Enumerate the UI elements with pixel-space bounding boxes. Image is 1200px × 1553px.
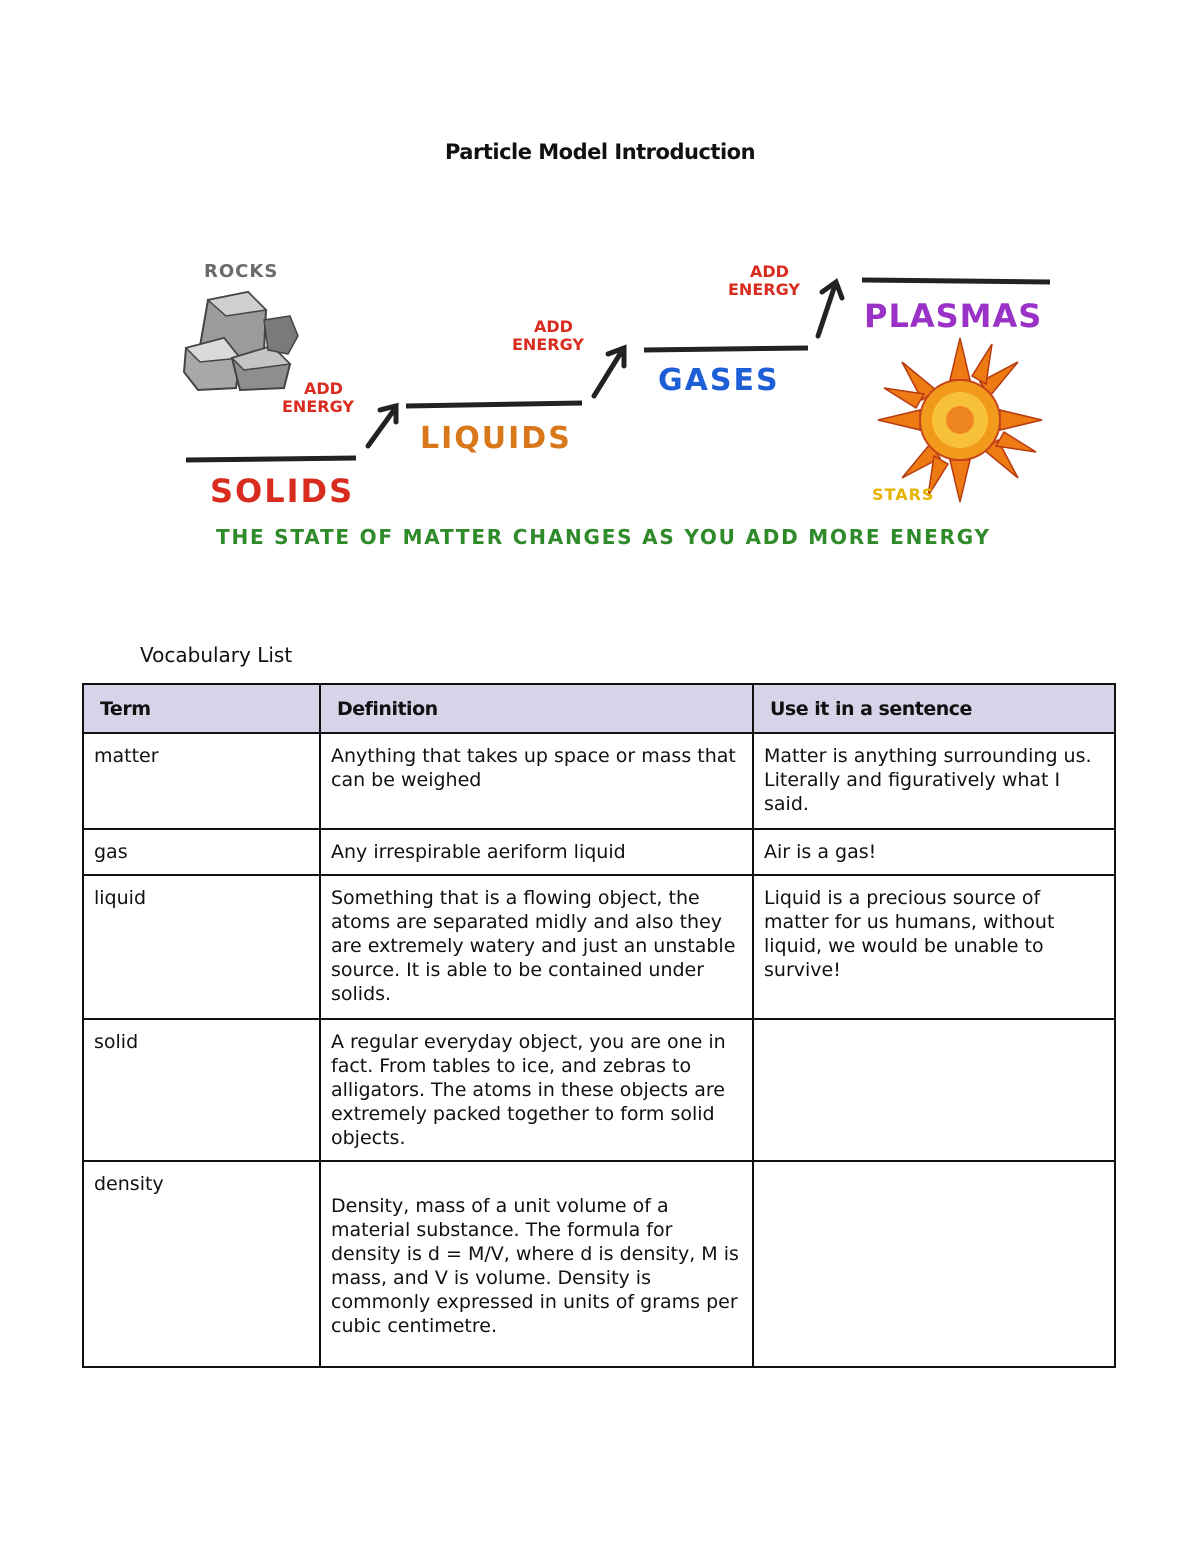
liquids-step-line (406, 403, 582, 406)
term-cell: solid (83, 1019, 320, 1161)
gases-step-line (644, 348, 808, 350)
sentence-cell (753, 1019, 1115, 1161)
arrow-icon (368, 406, 396, 446)
liquids-label: LIQUIDS (420, 421, 572, 456)
header-definition: Definition (320, 684, 753, 733)
sentence-cell: Air is a gas! (753, 829, 1115, 875)
diagram-caption: THE STATE OF MATTER CHANGES AS YOU ADD MORE ENERGY (216, 525, 990, 549)
vocabulary-table (82, 683, 1116, 1368)
term-cell: density (83, 1161, 320, 1367)
term-cell: gas (83, 829, 320, 875)
rocks-label: ROCKS (204, 261, 279, 282)
term-cell: liquid (83, 875, 320, 1019)
sentence-cell: Liquid is a precious source of matter for us humans, without liquid, we would be unable to survive! (753, 875, 1115, 1019)
header-term: Term (83, 684, 320, 733)
add-energy-label-3b: ENERGY (728, 280, 800, 299)
add-energy-label-1: ADD (304, 379, 343, 398)
table-row (83, 1161, 1115, 1367)
arrow-icon (818, 282, 842, 336)
add-energy-label-2: ADD (534, 317, 573, 336)
page-title: Particle Model Introduction (444, 140, 756, 164)
add-energy-label-2b: ENERGY (512, 335, 584, 354)
add-energy-label-1b: ENERGY (282, 397, 354, 416)
solids-label: SOLIDS (210, 472, 355, 510)
table-row (83, 875, 1115, 1019)
sentence-cell: Matter is anything surrounding us. Literally and figuratively what I said. (753, 733, 1115, 829)
definition-cell (320, 1161, 753, 1367)
definition-cell: Any irrespirable aeriform liquid (320, 829, 753, 875)
header-sentence: Use it in a sentence (753, 684, 1115, 733)
table-row (83, 1019, 1115, 1161)
sentence-cell (753, 1161, 1115, 1367)
term-cell: matter (83, 733, 320, 829)
add-energy-label-3: ADD (750, 262, 789, 281)
arrow-icon (594, 348, 624, 396)
rocks-icon (184, 292, 298, 390)
table-row (83, 733, 1115, 829)
definition-text: Density, mass of a unit volume of a material substance. The formula for density is d = M/V, where d is density, M is mass, and V is volume. Density is commonly expressed in units of grams per cubic centimetre. (331, 1195, 739, 1337)
sun-icon (878, 338, 1042, 502)
solids-step-line (186, 458, 356, 460)
table-row (83, 829, 1115, 875)
definition-cell: Something that is a flowing object, the atoms are separated midly and also they are extremely watery and just an unstable source. It is able to be contained under solids. (320, 875, 753, 1019)
vocabulary-list-label: Vocabulary List (140, 643, 293, 667)
plasmas-label: PLASMAS (864, 297, 1043, 335)
table-header-row (83, 684, 1115, 733)
plasmas-step-line (862, 280, 1050, 282)
definition-cell: Anything that takes up space or mass that can be weighed (320, 733, 753, 829)
gases-label: GASES (658, 363, 780, 398)
states-of-matter-diagram (180, 250, 1060, 560)
definition-cell: A regular everyday object, you are one in fact. From tables to ice, and zebras to alligators. The atoms in these objects are extremely packed together to form solid objects. (320, 1019, 753, 1161)
stars-label: STARS (872, 485, 935, 504)
